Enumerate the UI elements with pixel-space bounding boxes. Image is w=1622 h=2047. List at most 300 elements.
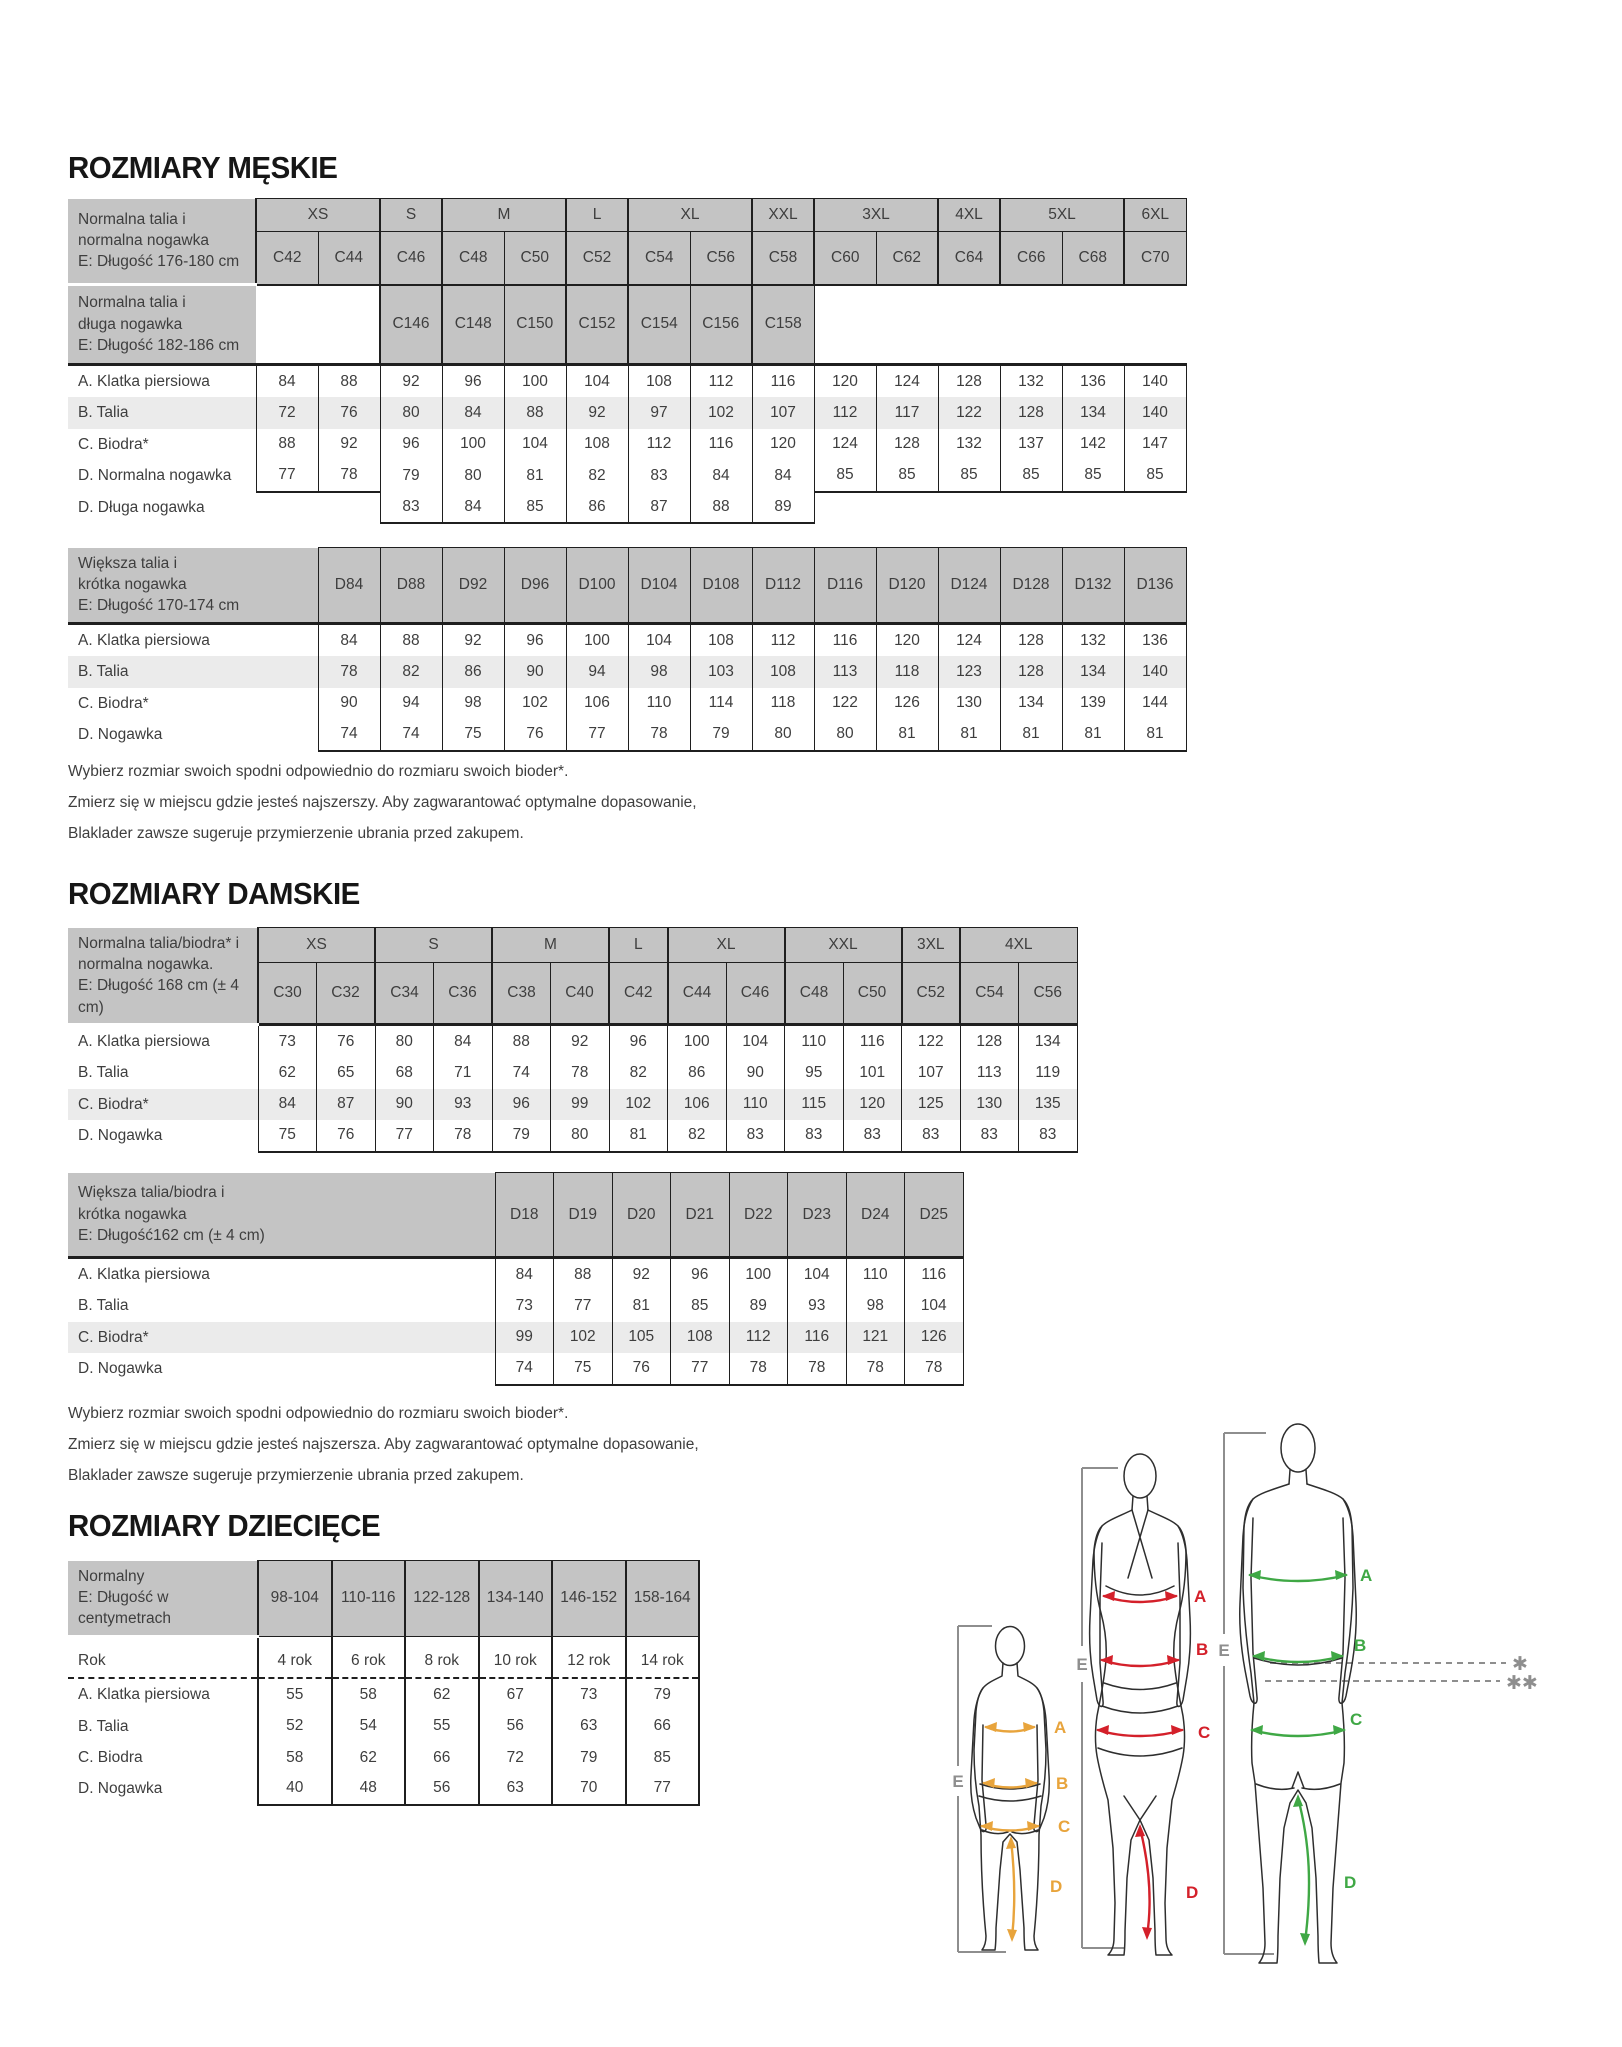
measure-value-cell: 84 bbox=[258, 1089, 317, 1120]
year-cell: 4 rok bbox=[258, 1644, 332, 1678]
measure-value-cell: 89 bbox=[729, 1290, 788, 1321]
measure-value-cell: 88 bbox=[318, 365, 380, 398]
measure-value-cell: 73 bbox=[258, 1025, 317, 1058]
measure-value-cell: 77 bbox=[554, 1290, 613, 1321]
measure-value-cell: 114 bbox=[690, 688, 752, 719]
measure-value-cell: 88 bbox=[256, 429, 318, 460]
measure-value-cell: 40 bbox=[258, 1773, 332, 1804]
measure-value-cell: 113 bbox=[960, 1057, 1019, 1088]
measure-value-cell: 85 bbox=[1124, 460, 1186, 491]
size-code-cell: C46 bbox=[726, 963, 785, 1025]
label-line: Większa talia/biodra i bbox=[78, 1184, 225, 1202]
size-group-cell: 5XL bbox=[1000, 199, 1124, 232]
measure-value-cell: 82 bbox=[380, 656, 442, 687]
measure-value-cell: 116 bbox=[905, 1258, 964, 1291]
measure-value-cell: 55 bbox=[405, 1711, 479, 1742]
waist-arrow bbox=[982, 1778, 1038, 1788]
measure-value-cell: 90 bbox=[726, 1057, 785, 1088]
chest-label: A bbox=[1054, 1718, 1067, 1737]
note-line: Blaklader zawsze sugeruje przymierzenie ubrania przed zakupem. bbox=[68, 1467, 524, 1484]
measure-value-cell: 134 bbox=[1019, 1025, 1078, 1058]
size-code-cell: D96 bbox=[504, 548, 566, 624]
empty-cell bbox=[814, 285, 1186, 365]
measure-value-cell: 118 bbox=[752, 688, 814, 719]
measure-value-cell: 58 bbox=[332, 1678, 406, 1710]
measure-value-cell: 126 bbox=[876, 688, 938, 719]
label-line: E: Długość 176-180 cm bbox=[78, 253, 240, 271]
measure-value-cell: 120 bbox=[876, 624, 938, 657]
measure-value-cell: 104 bbox=[504, 429, 566, 460]
measure-value-cell: 62 bbox=[405, 1678, 479, 1710]
size-group-cell: M bbox=[492, 928, 609, 963]
size-code-cell: C152 bbox=[566, 285, 628, 365]
size-group-cell: XL bbox=[628, 199, 752, 232]
measure-value-cell: 81 bbox=[1062, 719, 1124, 750]
measure-value-cell: 123 bbox=[938, 656, 1000, 687]
women-sizing-notes bbox=[68, 1398, 699, 1491]
measure-value-cell: 108 bbox=[752, 656, 814, 687]
measure-value-cell: 66 bbox=[626, 1711, 700, 1742]
size-code-cell: C46 bbox=[380, 232, 442, 285]
measure-value-cell: 90 bbox=[504, 656, 566, 687]
chest-arrow bbox=[1248, 1570, 1348, 1581]
size-code-cell: C56 bbox=[690, 232, 752, 285]
hip-arrow bbox=[1250, 1725, 1346, 1736]
measure-value-cell: 140 bbox=[1124, 397, 1186, 428]
row-label-cell: B. Talia bbox=[68, 397, 256, 428]
measure-value-cell: 83 bbox=[1019, 1120, 1078, 1151]
measure-value-cell: 147 bbox=[1124, 429, 1186, 460]
measure-value-cell: 85 bbox=[876, 460, 938, 491]
measure-value-cell: 96 bbox=[492, 1089, 551, 1120]
men-normal-size-table bbox=[68, 198, 1187, 524]
measure-value-cell: 78 bbox=[628, 719, 690, 750]
height-label: E bbox=[952, 1772, 964, 1791]
size-code-cell: D92 bbox=[442, 548, 504, 624]
section-title-men: ROZMIARY MĘSKIE bbox=[68, 150, 338, 185]
measure-value-cell: 63 bbox=[552, 1711, 626, 1742]
measure-value-cell: 120 bbox=[752, 429, 814, 460]
body-outline bbox=[1240, 1424, 1357, 1963]
measure-value-cell: 122 bbox=[814, 688, 876, 719]
measure-value-cell: 92 bbox=[612, 1258, 671, 1291]
measure-value-cell: 108 bbox=[566, 429, 628, 460]
hip-label: C bbox=[1198, 1723, 1211, 1742]
measure-value-cell: 67 bbox=[479, 1678, 553, 1710]
waist-arrow bbox=[1100, 1655, 1180, 1666]
measure-value-cell: 83 bbox=[785, 1120, 844, 1151]
size-group-cell: L bbox=[609, 928, 668, 963]
size-code-cell: 110-116 bbox=[332, 1561, 406, 1637]
row-label-cell: C. Biodra* bbox=[68, 1089, 258, 1120]
measure-value-cell: 56 bbox=[479, 1711, 553, 1742]
measure-value-cell: 135 bbox=[1019, 1089, 1078, 1120]
measure-value-cell: 110 bbox=[785, 1025, 844, 1058]
row-label-cell: B. Talia bbox=[68, 656, 318, 687]
size-group-cell: 3XL bbox=[814, 199, 938, 232]
row-label-cell: A. Klatka piersiowa bbox=[78, 1033, 210, 1050]
measure-value-cell: 100 bbox=[729, 1258, 788, 1291]
size-code-cell: 146-152 bbox=[552, 1561, 626, 1637]
size-code-cell: C60 bbox=[814, 232, 876, 285]
measure-value-cell: 84 bbox=[318, 624, 380, 657]
measure-value-cell: 80 bbox=[380, 397, 442, 428]
measure-value-cell: 80 bbox=[375, 1025, 434, 1058]
measure-value-cell: 92 bbox=[380, 365, 442, 398]
measure-value-cell: 94 bbox=[566, 656, 628, 687]
size-code-cell: C70 bbox=[1124, 232, 1186, 285]
men-normal-table bbox=[68, 198, 1187, 524]
measure-value-cell: 79 bbox=[552, 1742, 626, 1773]
row-label-cell: C. Biodra* bbox=[68, 1322, 495, 1353]
measure-value-cell: 112 bbox=[729, 1322, 788, 1353]
measure-value-cell: 78 bbox=[551, 1057, 610, 1088]
measure-value-cell: 81 bbox=[1124, 719, 1186, 750]
size-code-cell: D88 bbox=[380, 548, 442, 624]
measure-value-cell: 98 bbox=[442, 688, 504, 719]
measure-value-cell: 92 bbox=[551, 1025, 610, 1058]
measure-value-cell: 116 bbox=[814, 624, 876, 657]
measure-value-cell: 80 bbox=[551, 1120, 610, 1151]
measure-value-cell: 118 bbox=[876, 656, 938, 687]
measure-value-cell: 93 bbox=[788, 1290, 847, 1321]
measure-value-cell: 108 bbox=[628, 365, 690, 398]
leg-arrow bbox=[1293, 1794, 1310, 1946]
measure-value-cell: 68 bbox=[375, 1057, 434, 1088]
size-group-cell: XS bbox=[258, 928, 375, 963]
size-code-cell: C66 bbox=[1000, 232, 1062, 285]
measure-value-cell: 96 bbox=[671, 1258, 730, 1291]
measure-value-cell: 132 bbox=[1000, 365, 1062, 398]
measure-value-cell: 82 bbox=[668, 1120, 727, 1151]
measure-value-cell: 76 bbox=[317, 1120, 376, 1151]
measure-value-cell: 99 bbox=[551, 1089, 610, 1120]
measure-value-cell: 124 bbox=[938, 624, 1000, 657]
men-sizing-notes bbox=[68, 756, 697, 849]
women-normal-table bbox=[68, 927, 1078, 1153]
measure-value-cell: 72 bbox=[479, 1742, 553, 1773]
measure-value-cell: 80 bbox=[752, 719, 814, 750]
measure-value-cell: 78 bbox=[788, 1353, 847, 1384]
measure-value-cell: 85 bbox=[1062, 460, 1124, 491]
row-label-cell: Rok bbox=[68, 1644, 258, 1678]
measure-value-cell: 88 bbox=[380, 624, 442, 657]
measure-value-cell: 96 bbox=[442, 365, 504, 398]
size-code-cell: D104 bbox=[628, 548, 690, 624]
measure-value-cell: 63 bbox=[479, 1773, 553, 1804]
measure-value-cell: 115 bbox=[785, 1089, 844, 1120]
measure-value-cell: 104 bbox=[905, 1290, 964, 1321]
measure-value-cell: 105 bbox=[612, 1322, 671, 1353]
measure-value-cell: 124 bbox=[876, 365, 938, 398]
measure-value-cell: 96 bbox=[609, 1025, 668, 1058]
size-code-cell: C156 bbox=[690, 285, 752, 365]
measure-value-cell: 108 bbox=[690, 624, 752, 657]
row-label-cell: D. Nogawka bbox=[78, 1127, 163, 1145]
measure-value-cell: 104 bbox=[788, 1258, 847, 1291]
label-line: E: Długość 182-186 cm bbox=[78, 337, 240, 355]
measure-value-cell: 66 bbox=[405, 1742, 479, 1773]
measure-value-cell: 100 bbox=[504, 365, 566, 398]
measure-value-cell: 80 bbox=[442, 460, 504, 491]
row-label-cell: D. Długa nogawka bbox=[78, 498, 205, 516]
measure-value-cell: 93 bbox=[434, 1089, 493, 1120]
measure-value-cell: 86 bbox=[668, 1057, 727, 1088]
measure-value-cell: 144 bbox=[1124, 688, 1186, 719]
measure-value-cell: 77 bbox=[671, 1353, 730, 1384]
measure-value-cell: 103 bbox=[690, 656, 752, 687]
size-code-cell: D116 bbox=[814, 548, 876, 624]
size-code-cell: C40 bbox=[551, 963, 610, 1025]
men-bigger-size-table bbox=[68, 547, 1187, 752]
size-code-cell: 122-128 bbox=[405, 1561, 479, 1637]
measure-value-cell: 119 bbox=[1019, 1057, 1078, 1088]
measure-value-cell: 58 bbox=[258, 1742, 332, 1773]
chest-label: A bbox=[1360, 1566, 1373, 1585]
measure-value-cell: 77 bbox=[566, 719, 628, 750]
measure-value-cell: 140 bbox=[1124, 656, 1186, 687]
row-label-cell: D. Nogawka bbox=[78, 1360, 163, 1378]
measure-value-cell: 82 bbox=[566, 460, 628, 491]
women-normal-size-table bbox=[68, 927, 1078, 1153]
measure-value-cell: 102 bbox=[504, 688, 566, 719]
size-code-cell: C50 bbox=[504, 232, 566, 285]
section-title-kids: ROZMIARY DZIECIĘCE bbox=[68, 1508, 381, 1543]
note-line: Wybierz rozmiar swoich spodni odpowiednio do rozmiaru swoich bioder*. bbox=[68, 763, 569, 780]
size-group-cell: 4XL bbox=[938, 199, 1000, 232]
measure-value-cell: 72 bbox=[256, 397, 318, 428]
measure-value-cell: 128 bbox=[1000, 624, 1062, 657]
label-line: krótka nogawka bbox=[78, 1205, 187, 1223]
chest-arrow bbox=[984, 1722, 1036, 1732]
row-label-cell: C. Biodra* bbox=[78, 435, 149, 453]
measure-value-cell: 130 bbox=[938, 688, 1000, 719]
size-code-cell: 134-140 bbox=[479, 1561, 553, 1637]
empty-cell bbox=[814, 492, 1186, 523]
measure-value-cell: 134 bbox=[1062, 656, 1124, 687]
kids-table bbox=[68, 1560, 700, 1806]
year-cell: 10 rok bbox=[479, 1644, 553, 1678]
measure-value-cell: 78 bbox=[905, 1353, 964, 1384]
measure-value-cell: 122 bbox=[938, 397, 1000, 428]
row-label-cell: A. Klatka piersiowa bbox=[78, 373, 210, 390]
measure-value-cell: 112 bbox=[814, 397, 876, 428]
row-label-cell bbox=[68, 285, 256, 365]
size-code-cell: C48 bbox=[785, 963, 844, 1025]
measure-value-cell: 81 bbox=[612, 1290, 671, 1321]
measure-value-cell: 78 bbox=[846, 1353, 905, 1384]
row-label-cell: A. Klatka piersiowa bbox=[78, 1686, 210, 1704]
women-bigger-size-table bbox=[68, 1172, 964, 1386]
label-line: Normalny bbox=[78, 1567, 145, 1585]
measure-value-cell: 108 bbox=[671, 1322, 730, 1353]
measure-value-cell: 81 bbox=[938, 719, 1000, 750]
measure-value-cell: 83 bbox=[726, 1120, 785, 1151]
hip-label: C bbox=[1350, 1710, 1363, 1729]
hip-label: C bbox=[1058, 1817, 1071, 1836]
measure-value-cell: 81 bbox=[504, 460, 566, 491]
row-label-cell bbox=[68, 548, 318, 624]
measure-value-cell: 83 bbox=[843, 1120, 902, 1151]
chest-arrow bbox=[1102, 1591, 1178, 1602]
measure-value-cell: 104 bbox=[726, 1025, 785, 1058]
measure-value-cell: 142 bbox=[1062, 429, 1124, 460]
waist-label: B bbox=[1354, 1636, 1367, 1655]
spacer-cell bbox=[479, 1636, 553, 1644]
note-line: Wybierz rozmiar swoich spodni odpowiednio do rozmiaru swoich bioder*. bbox=[68, 1405, 569, 1422]
measure-value-cell: 107 bbox=[752, 397, 814, 428]
measure-value-cell: 86 bbox=[442, 656, 504, 687]
measure-value-cell: 84 bbox=[442, 397, 504, 428]
measure-value-cell: 62 bbox=[258, 1057, 317, 1088]
measure-value-cell: 99 bbox=[495, 1322, 554, 1353]
measure-value-cell: 79 bbox=[690, 719, 752, 750]
measure-value-cell: 84 bbox=[690, 460, 752, 491]
size-code-cell: D132 bbox=[1062, 548, 1124, 624]
measure-value-cell: 128 bbox=[1000, 656, 1062, 687]
measure-value-cell: 130 bbox=[960, 1089, 1019, 1120]
measure-value-cell: 54 bbox=[332, 1711, 406, 1742]
label-line: Normalna talia i bbox=[78, 210, 186, 228]
measure-value-cell: 88 bbox=[504, 397, 566, 428]
spacer-cell bbox=[626, 1636, 700, 1644]
note-line: Zmierz się w miejscu gdzie jesteś najszerszy. Aby zagwarantować optymalne dopasowanie, bbox=[68, 794, 697, 811]
size-code-cell: D84 bbox=[318, 548, 380, 624]
row-label-cell bbox=[68, 1173, 495, 1258]
measure-value-cell: 74 bbox=[318, 719, 380, 750]
measure-value-cell: 78 bbox=[318, 460, 380, 491]
measure-value-cell: 122 bbox=[902, 1025, 961, 1058]
year-cell: 14 rok bbox=[626, 1644, 700, 1678]
measure-value-cell: 126 bbox=[905, 1322, 964, 1353]
measure-value-cell: 74 bbox=[380, 719, 442, 750]
size-code-cell: D100 bbox=[566, 548, 628, 624]
label-line: normalna nogawka bbox=[78, 232, 209, 250]
empty-cell bbox=[68, 1636, 258, 1644]
leg-label: D bbox=[1186, 1883, 1199, 1902]
spacer-cell bbox=[258, 1636, 332, 1644]
chest-label: A bbox=[1194, 1587, 1207, 1606]
leg-label: D bbox=[1050, 1877, 1063, 1896]
size-code-cell: D22 bbox=[729, 1173, 788, 1258]
size-group-cell: S bbox=[380, 199, 442, 232]
row-label-cell: B. Talia bbox=[78, 1717, 129, 1735]
height-bracket bbox=[1082, 1468, 1124, 1948]
size-code-cell: D19 bbox=[554, 1173, 613, 1258]
measure-value-cell: 124 bbox=[814, 429, 876, 460]
measure-value-cell: 98 bbox=[628, 656, 690, 687]
measure-value-cell: 76 bbox=[317, 1025, 376, 1058]
size-code-cell: C54 bbox=[960, 963, 1019, 1025]
measure-value-cell: 56 bbox=[405, 1773, 479, 1804]
measure-value-cell: 101 bbox=[843, 1057, 902, 1088]
label-line: krótka nogawka bbox=[78, 576, 187, 594]
measure-value-cell: 87 bbox=[628, 492, 690, 523]
measure-value-cell: 116 bbox=[752, 365, 814, 398]
size-group-cell: 3XL bbox=[902, 928, 961, 963]
measure-value-cell: 84 bbox=[752, 460, 814, 491]
measure-value-cell: 89 bbox=[752, 492, 814, 523]
measure-value-cell: 70 bbox=[552, 1773, 626, 1804]
measure-value-cell: 139 bbox=[1062, 688, 1124, 719]
measure-value-cell: 78 bbox=[318, 656, 380, 687]
women-bigger-table bbox=[68, 1172, 964, 1386]
empty-cell bbox=[256, 285, 380, 365]
size-code-cell: C68 bbox=[1062, 232, 1124, 285]
size-code-cell: C48 bbox=[442, 232, 504, 285]
size-group-cell: XL bbox=[668, 928, 785, 963]
measure-value-cell: 85 bbox=[814, 460, 876, 491]
measure-value-cell: 88 bbox=[690, 492, 752, 523]
size-code-cell: D128 bbox=[1000, 548, 1062, 624]
size-code-cell: D21 bbox=[671, 1173, 730, 1258]
measure-value-cell: 83 bbox=[902, 1120, 961, 1151]
spacer-cell bbox=[552, 1636, 626, 1644]
measure-value-cell: 104 bbox=[566, 365, 628, 398]
measure-value-cell: 92 bbox=[566, 397, 628, 428]
size-code-cell: C146 bbox=[380, 285, 442, 365]
size-group-cell: XXL bbox=[785, 928, 902, 963]
measure-value-cell: 74 bbox=[492, 1057, 551, 1088]
row-label-cell: B. Talia bbox=[78, 1064, 129, 1082]
label-line: długa nogawka bbox=[78, 315, 183, 333]
measure-value-cell: 77 bbox=[256, 460, 318, 491]
measure-value-cell: 132 bbox=[1062, 624, 1124, 657]
measure-value-cell: 76 bbox=[612, 1353, 671, 1384]
measure-value-cell: 102 bbox=[609, 1089, 668, 1120]
man-figure-diagram bbox=[1210, 1418, 1560, 1973]
size-code-cell: D23 bbox=[788, 1173, 847, 1258]
size-group-cell: 6XL bbox=[1124, 199, 1186, 232]
height-label: E bbox=[1218, 1641, 1230, 1660]
measure-value-cell: 88 bbox=[554, 1258, 613, 1291]
row-label-cell: C. Biodra* bbox=[78, 694, 149, 712]
measure-value-cell: 132 bbox=[938, 429, 1000, 460]
measure-value-cell: 94 bbox=[380, 688, 442, 719]
measure-value-cell: 112 bbox=[752, 624, 814, 657]
measure-value-cell: 74 bbox=[495, 1353, 554, 1384]
measure-value-cell: 128 bbox=[938, 365, 1000, 398]
measure-value-cell: 98 bbox=[846, 1290, 905, 1321]
measure-value-cell: 96 bbox=[380, 429, 442, 460]
measure-value-cell: 128 bbox=[876, 429, 938, 460]
size-code-cell: D18 bbox=[495, 1173, 554, 1258]
measure-value-cell: 100 bbox=[442, 429, 504, 460]
measure-value-cell: 80 bbox=[814, 719, 876, 750]
measure-value-cell: 75 bbox=[258, 1120, 317, 1151]
measure-value-cell: 90 bbox=[318, 688, 380, 719]
measure-value-cell: 78 bbox=[729, 1353, 788, 1384]
size-code-cell: C44 bbox=[318, 232, 380, 285]
row-label-cell: D. Nogawka bbox=[78, 1780, 163, 1798]
measure-value-cell: 110 bbox=[846, 1258, 905, 1291]
label-line: E: Długość 170-174 cm bbox=[78, 597, 240, 615]
size-code-cell: C158 bbox=[752, 285, 814, 365]
row-label-cell bbox=[68, 928, 258, 1025]
measure-value-cell: 77 bbox=[626, 1773, 700, 1804]
size-group-cell: 4XL bbox=[960, 928, 1077, 963]
label-line: normalna nogawka. bbox=[78, 955, 214, 973]
measure-value-cell: 90 bbox=[375, 1089, 434, 1120]
size-code-cell: C52 bbox=[902, 963, 961, 1025]
measure-value-cell: 120 bbox=[814, 365, 876, 398]
label-line: E: Długość w centymetrach bbox=[78, 1588, 172, 1628]
measure-value-cell: 120 bbox=[843, 1089, 902, 1120]
woman-measurement-figure bbox=[1060, 1448, 1220, 1968]
measure-value-cell: 79 bbox=[380, 460, 442, 491]
size-code-cell: C38 bbox=[492, 963, 551, 1025]
measure-value-cell: 76 bbox=[504, 719, 566, 750]
